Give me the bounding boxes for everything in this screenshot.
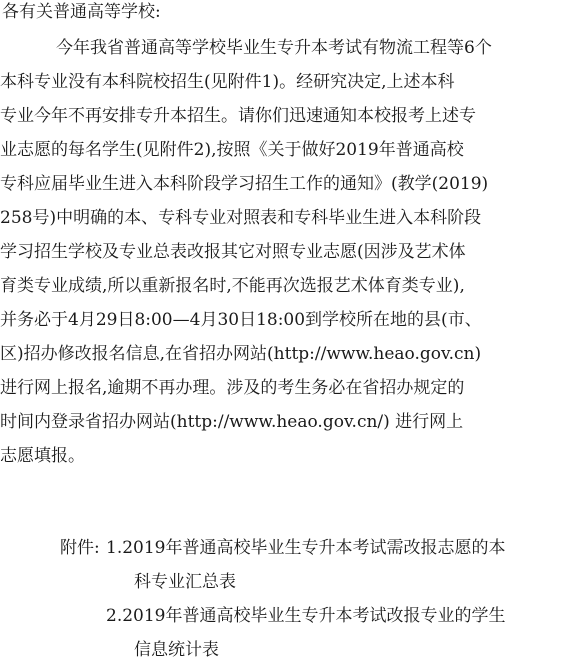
body-line: 本科专业没有本科院校招生(见附件1)。经研究决定,上述本科 [0,72,455,92]
body-line: 专科应届毕业生进入本科阶段学习招生工作的通知》(教学(2019) [0,174,489,194]
body-line: 今年我省普通高等学校毕业生专升本考试有物流工程等6个 [56,38,492,58]
attachment-2-line-1: 2.2019年普通高校毕业生专升本考试改报专业的学生 [106,606,506,626]
body-line: 业志愿的每名学生(见附件2),按照《关于做好2019年普通高校 [0,140,464,160]
attachment-1-line-2: 科专业汇总表 [134,572,236,592]
body-line: 专业今年不再安排专升本招生。请你们迅速通知本校报考上述专 [0,106,476,126]
attachment-2-line-2: 信息统计表 [134,640,219,660]
attachment-1-line-1: 1.2019年普通高校毕业生专升本考试需改报志愿的本 [106,538,506,558]
body-line-with-link: 区)招办修改报名信息,在省招办网站(http://www.heao.gov.cn) [0,344,482,364]
attachments-label: 附件: [60,538,100,558]
body-line: 志愿填报。 [0,446,85,466]
body-line: 进行网上报名,逾期不再办理。涉及的考生务必在省招办规定的 [0,378,465,398]
body-line: 并务必于4月29日8:00—4月30日18:00到学校所在地的县(市、 [0,310,482,330]
body-line: 258号)中明确的本、专科专业对照表和专科毕业生进入本科阶段 [0,208,482,228]
body-line: 育类专业成绩,所以重新报名时,不能再次选报艺术体育类专业), [0,276,465,296]
body-line-with-link: 时间内登录省招办网站(http://www.heao.gov.cn/) 进行网上 [0,412,464,432]
body-line: 学习招生学校及专业总表改报其它对照专业志愿(因涉及艺术体 [0,242,466,262]
salutation: 各有关普通高等学校: [2,2,161,22]
